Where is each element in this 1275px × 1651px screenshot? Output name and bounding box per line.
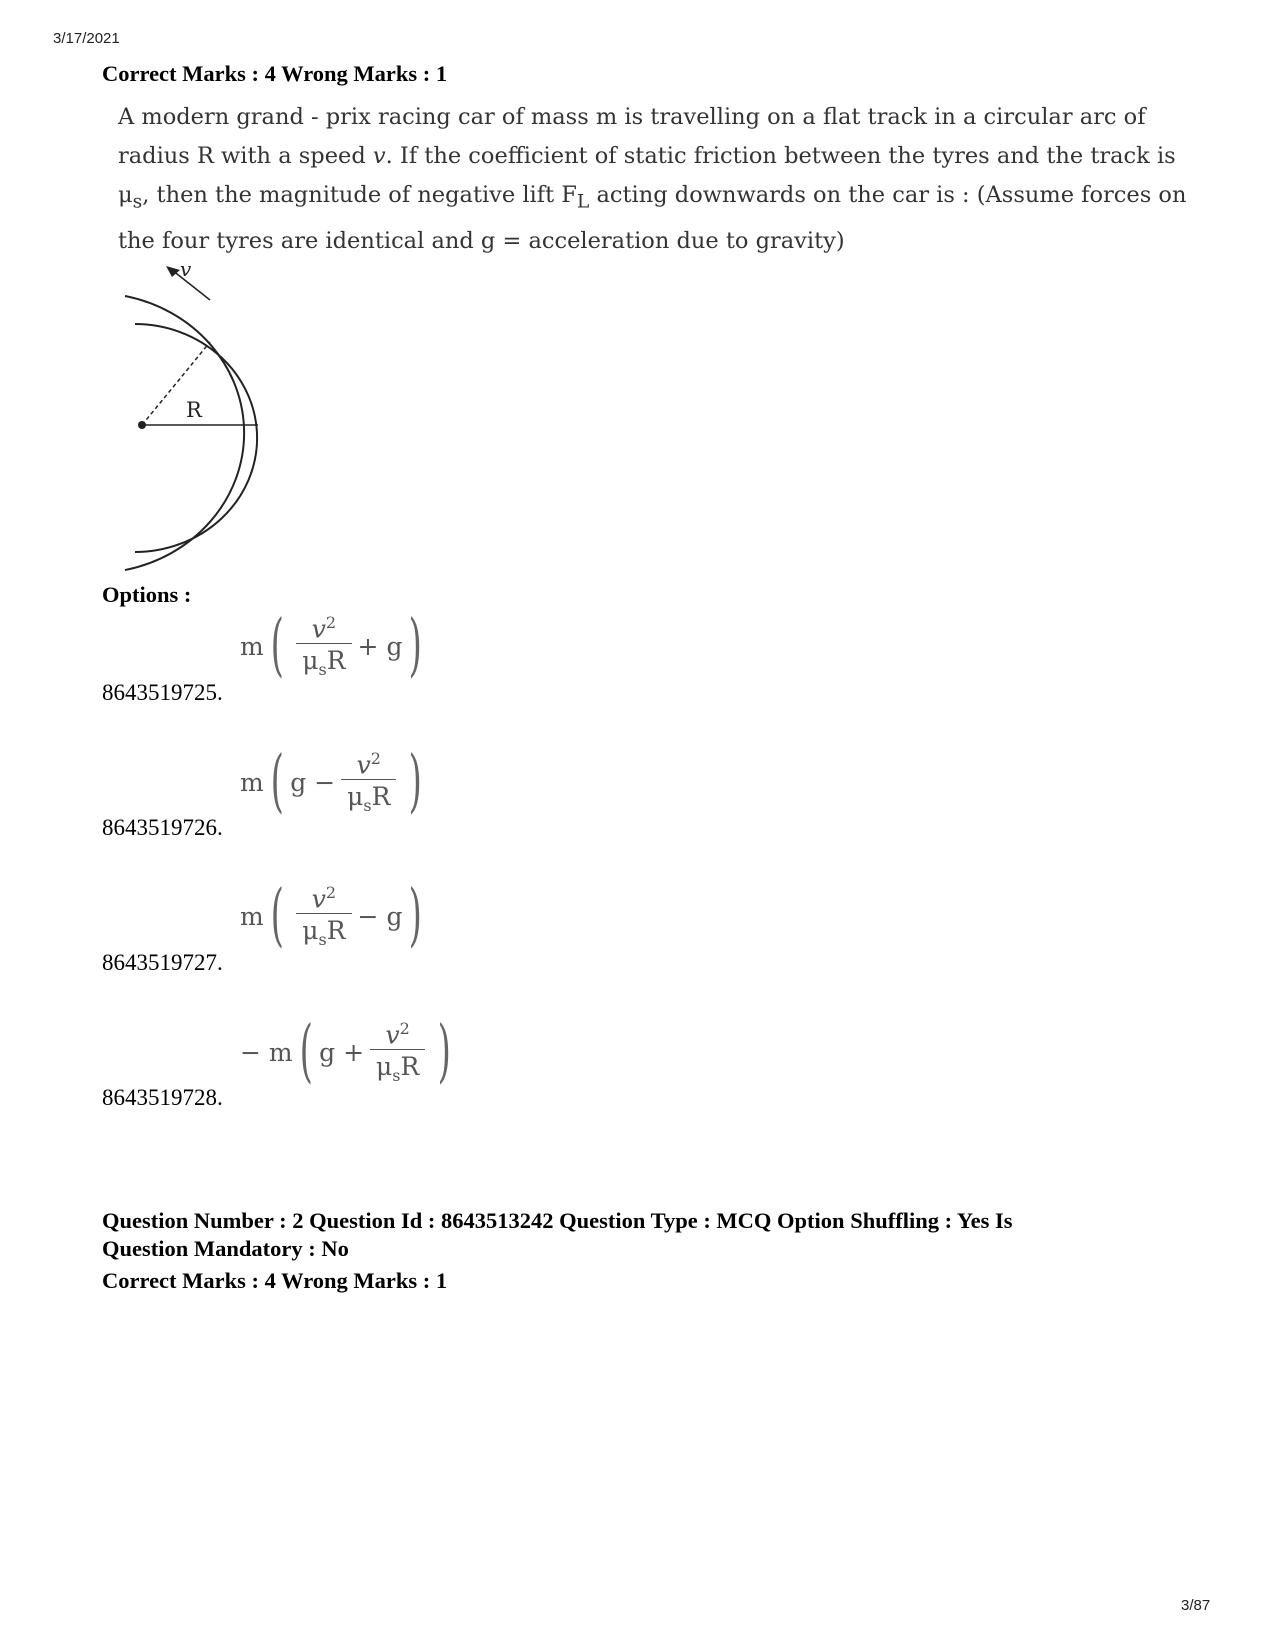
page-number: 3/87 [1181,1597,1211,1614]
question-2-line-1: Question Number : 2 Question Id : 8643513242 Question Type : MCQ Option Shuffling : Yes Is [102,1208,1013,1233]
option-formula: m ( $\frac{v^2}{\mu_sR}$ − g ) [240,876,423,955]
marks-line: Correct Marks : 4 Wrong Marks : 1 [102,61,448,86]
option-formula: − m ( g + $\frac{v^2}{\mu_sR}$ ) [240,1012,452,1091]
track-diagram [110,262,310,572]
center-point [138,421,146,429]
option-id: 8643519726. [102,815,223,840]
marks-line-2: Correct Marks : 4 Wrong Marks : 1 [102,1268,448,1293]
velocity-label: v [180,262,192,281]
option-id: 8643519725. [102,680,223,705]
question-text: A modern grand - prix racing car of mass m is travelling on a flat track in a circular arc of radius R with a speed v. If the coefficient of static friction between the tyres and the track is $\mu_s$, then the magnitude of negative lift $F_L$ acting downwards on the car is : (Assume forces on the four tyres are identical and g = acceleration due to gravity) [118,104,1187,254]
option-id: 8643519728. [102,1085,223,1110]
radius-label: R [186,398,202,422]
question-2-line-2: Question Mandatory : No [102,1236,349,1261]
options-label: Options : [102,582,192,607]
option-formula: m ( g − $\frac{v^2}{\mu_sR}$ ) [240,742,423,821]
outer-track-arc [125,296,244,570]
option-formula: m ( $\frac{v^2}{\mu_sR}$ + g ) [240,606,423,685]
option-id: 8643519727. [102,950,223,975]
question-2-header [102,1207,1013,1263]
print-date: 3/17/2021 [53,30,120,47]
